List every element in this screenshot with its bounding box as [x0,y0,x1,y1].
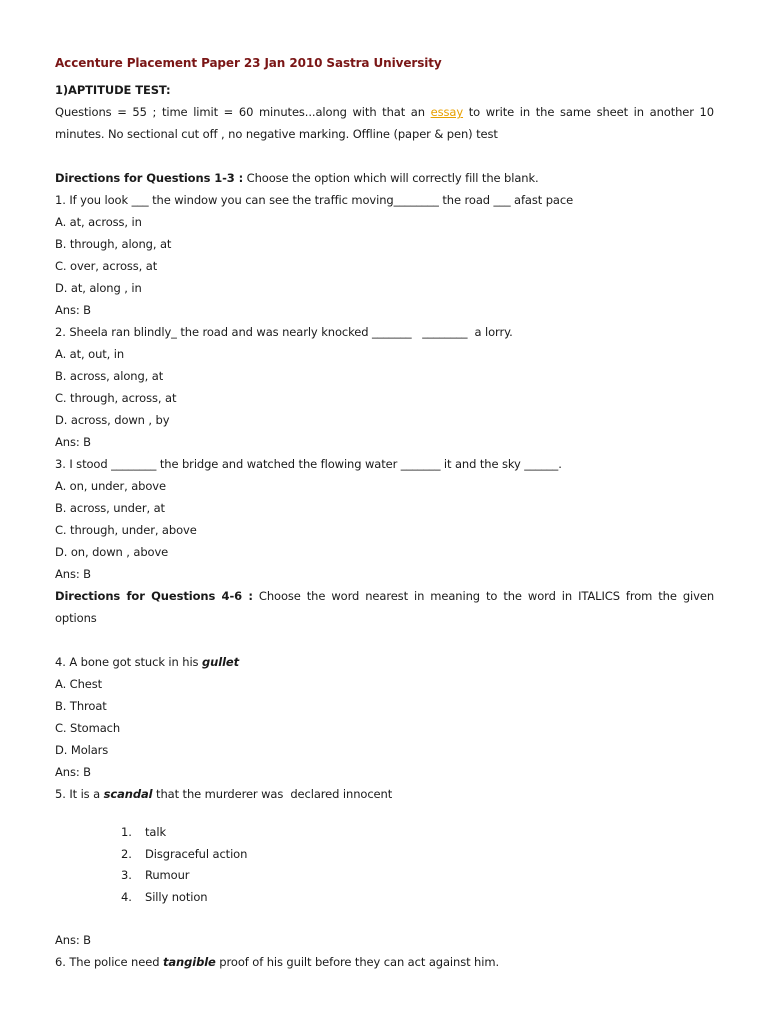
question-3: 3. I stood ________ the bridge and watched the flowing water _______ it and the sky ______. [55,457,562,471]
question-4-text: 4. A bone got stuck in his [55,655,203,669]
option: D. Molars [55,743,109,757]
essay-link[interactable]: essay [430,105,464,119]
list-item [55,822,714,844]
list-item [55,865,714,887]
list-number: 1. [121,825,132,839]
question-5-text: 5. It is a [55,787,104,801]
option: A. on, under, above [55,479,166,493]
option: C. over, across, at [55,259,158,273]
intro-text-cont: to write in the same sheet in another 10 [463,105,714,119]
option: D. on, down , above [55,545,169,559]
question-6-text: 6. The police need [55,955,163,969]
option: C. Stomach [55,721,121,735]
list-item [55,887,714,909]
list-number: 4. [121,889,132,904]
italic-word: tangible [162,955,216,969]
directions-1-text: Choose the option which will correctly fill the blank. [243,171,539,185]
directions-2 [55,585,714,607]
italic-word: scandal [103,787,153,801]
list-number: 3. [121,868,132,882]
list-text: Silly notion [145,889,208,904]
intro-line-2: minutes. No sectional cut off , no negative marking. Offline (paper & pen) test [55,127,498,141]
option: A. at, out, in [55,347,125,361]
list-text: Rumour [145,868,190,882]
option: A. Chest [55,677,103,691]
numbered-options [55,822,714,908]
question-6-text-cont: proof of his guilt before they can act against him. [215,955,499,969]
option: A. at, across, in [55,215,142,229]
answer: Ans: B [55,435,91,449]
option: C. through, across, at [55,391,177,405]
italic-word: gullet [202,655,240,669]
document-page [55,53,714,973]
question-1: 1. If you look ___ the window you can see the traffic moving________ the road ___ afast pace [55,193,574,207]
option: B. across, under, at [55,501,165,515]
list-text: talk [145,825,167,839]
list-item [55,844,714,866]
directions-1 [55,167,714,189]
option: D. across, down , by [55,413,170,427]
section-heading: 1)APTITUDE TEST: [55,83,171,97]
option: C. through, under, above [55,523,197,537]
document-title: Accenture Placement Paper 23 Jan 2010 Sastra University [55,56,442,70]
answer: Ans: B [55,567,91,581]
directions-1-label: Directions for Questions 1-3 : [55,171,244,185]
question-5-text-cont: that the murderer was declared innocent [152,787,393,801]
intro-line-1 [55,101,714,123]
question-2: 2. Sheela ran blindly_ the road and was nearly knocked _______ ________ a lorry. [55,325,513,339]
answer: Ans: B [55,303,91,317]
option: D. at, along , in [55,281,142,295]
directions-2-line-2: options [55,611,97,625]
option: B. through, along, at [55,237,172,251]
intro-text: Questions = 55 ; time limit = 60 minutes...along with that an [55,105,431,119]
question-4 [55,651,714,673]
question-5 [55,783,714,805]
answer: Ans: B [55,765,91,779]
directions-2-label: Directions for Questions 4-6 : [55,589,253,603]
option: B. Throat [55,699,107,713]
answer: Ans: B [55,933,91,947]
directions-2-text: Choose the word nearest in meaning to the word in ITALICS from the given [252,589,715,603]
option: B. across, along, at [55,369,164,383]
question-6 [55,951,714,973]
list-text: Disgraceful action [145,846,248,861]
list-number: 2. [121,846,132,861]
